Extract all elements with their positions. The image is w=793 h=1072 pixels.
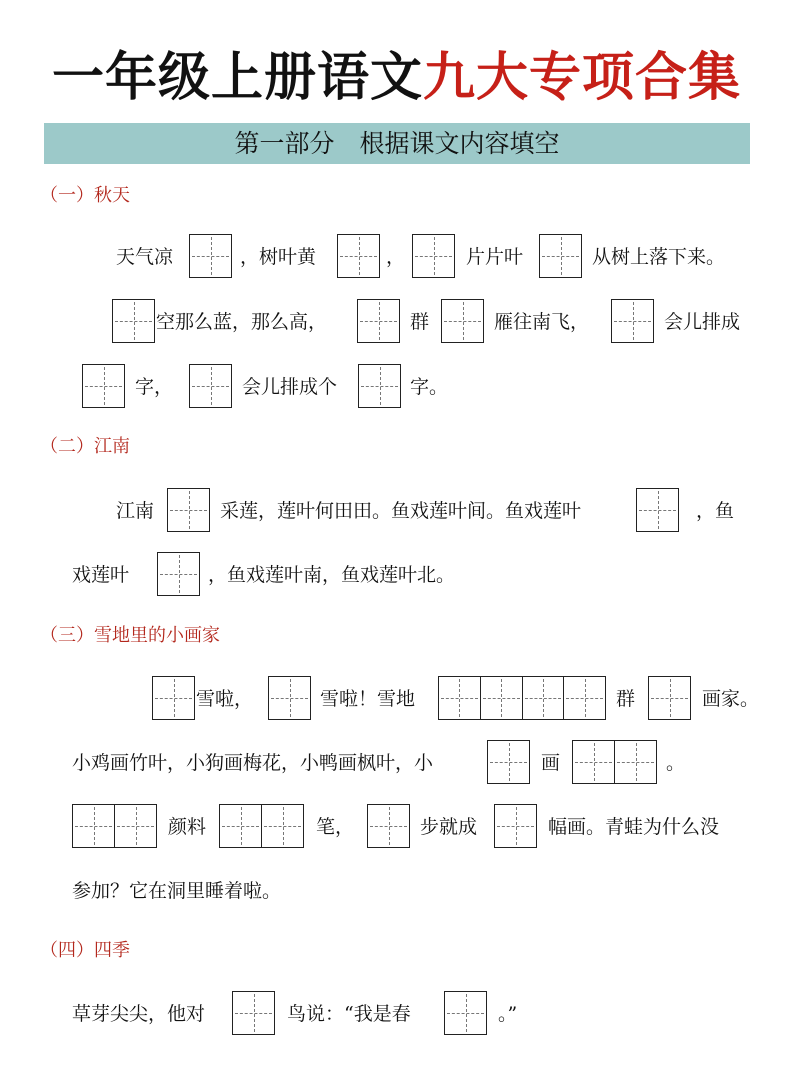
text-segment: 江南 xyxy=(116,500,155,522)
answer-box[interactable] xyxy=(189,234,232,278)
text-segment: 戏莲叶 xyxy=(72,564,130,586)
answer-box-4[interactable] xyxy=(438,676,606,720)
answer-box-2[interactable] xyxy=(72,804,157,848)
part-banner: 第一部分 根据课文内容填空 xyxy=(44,123,750,164)
text-segment: 。 xyxy=(666,752,686,774)
text-segment: 群 xyxy=(410,311,430,333)
text-segment: 画 xyxy=(541,752,561,774)
answer-box[interactable] xyxy=(358,364,401,408)
text-line xyxy=(0,299,793,344)
text-segment: 幅画。青蛙为什么没 xyxy=(548,816,720,838)
answer-box[interactable] xyxy=(167,488,210,532)
answer-box[interactable] xyxy=(367,804,410,848)
answer-box-2[interactable] xyxy=(572,740,657,784)
text-segment: 颜料 xyxy=(168,816,207,838)
section-heading-autumn: （一）秋天 xyxy=(40,185,130,206)
text-segment: 画家。 xyxy=(702,688,760,710)
text-line xyxy=(0,676,793,721)
answer-box[interactable] xyxy=(268,676,311,720)
text-segment: 片片叶 xyxy=(466,246,524,268)
title-part-black: 一年级上册语文 xyxy=(51,48,423,108)
text-line xyxy=(0,552,793,597)
answer-box[interactable] xyxy=(337,234,380,278)
text-line xyxy=(0,364,793,409)
text-line xyxy=(0,991,793,1036)
section-heading-four-seasons: （四）四季 xyxy=(40,940,130,961)
text-segment: 鸟说：“我是春 xyxy=(287,1003,411,1025)
answer-box[interactable] xyxy=(444,991,487,1035)
text-segment: 雪啦， xyxy=(196,688,254,710)
text-segment: 参加？它在洞里睡着啦。 xyxy=(72,880,282,902)
section-heading-jiangnan: （二）江南 xyxy=(40,436,130,457)
text-segment: 空那么蓝，那么高， xyxy=(156,311,328,333)
text-segment: ，鱼 xyxy=(696,500,735,522)
text-segment: 。” xyxy=(498,1003,518,1025)
text-segment: ， xyxy=(386,246,406,268)
text-segment: 字。 xyxy=(410,376,449,398)
text-segment: 笔， xyxy=(316,816,355,838)
document-title xyxy=(0,48,793,108)
text-line xyxy=(0,868,793,913)
text-segment: 群 xyxy=(616,688,636,710)
text-segment: 会儿排成个 xyxy=(242,376,338,398)
text-segment: 会儿排成 xyxy=(664,311,741,333)
text-segment: 小鸡画竹叶，小狗画梅花，小鸭画枫叶，小 xyxy=(72,752,434,774)
text-line xyxy=(0,488,793,533)
answer-box[interactable] xyxy=(189,364,232,408)
text-segment: 雁往南飞， xyxy=(494,311,590,333)
text-segment: 字， xyxy=(135,376,174,398)
text-segment: 草芽尖尖，他对 xyxy=(72,1003,206,1025)
text-line xyxy=(0,740,793,785)
answer-box[interactable] xyxy=(412,234,455,278)
answer-box[interactable] xyxy=(152,676,195,720)
text-segment: 雪啦！雪地 xyxy=(320,688,416,710)
text-segment: 从树上落下来。 xyxy=(592,246,726,268)
section-heading-snow-painters: （三）雪地里的小画家 xyxy=(40,625,220,646)
answer-box[interactable] xyxy=(611,299,654,343)
answer-box[interactable] xyxy=(82,364,125,408)
answer-box[interactable] xyxy=(539,234,582,278)
answer-box[interactable] xyxy=(357,299,400,343)
text-segment: 采莲，莲叶何田田。鱼戏莲叶间。鱼戏莲叶 xyxy=(220,500,582,522)
answer-box[interactable] xyxy=(157,552,200,596)
answer-box[interactable] xyxy=(487,740,530,784)
answer-box[interactable] xyxy=(648,676,691,720)
answer-box[interactable] xyxy=(232,991,275,1035)
answer-box-2[interactable] xyxy=(219,804,304,848)
answer-box[interactable] xyxy=(441,299,484,343)
answer-box[interactable] xyxy=(494,804,537,848)
text-segment: 步就成 xyxy=(420,816,478,838)
text-line xyxy=(0,234,793,279)
answer-box[interactable] xyxy=(636,488,679,532)
text-line xyxy=(0,804,793,849)
title-part-red: 九大专项合集 xyxy=(423,48,742,108)
text-segment: ，树叶黄 xyxy=(240,246,317,268)
answer-box[interactable] xyxy=(112,299,155,343)
text-segment: ，鱼戏莲叶南，鱼戏莲叶北。 xyxy=(208,564,456,586)
text-segment: 天气凉 xyxy=(116,246,174,268)
